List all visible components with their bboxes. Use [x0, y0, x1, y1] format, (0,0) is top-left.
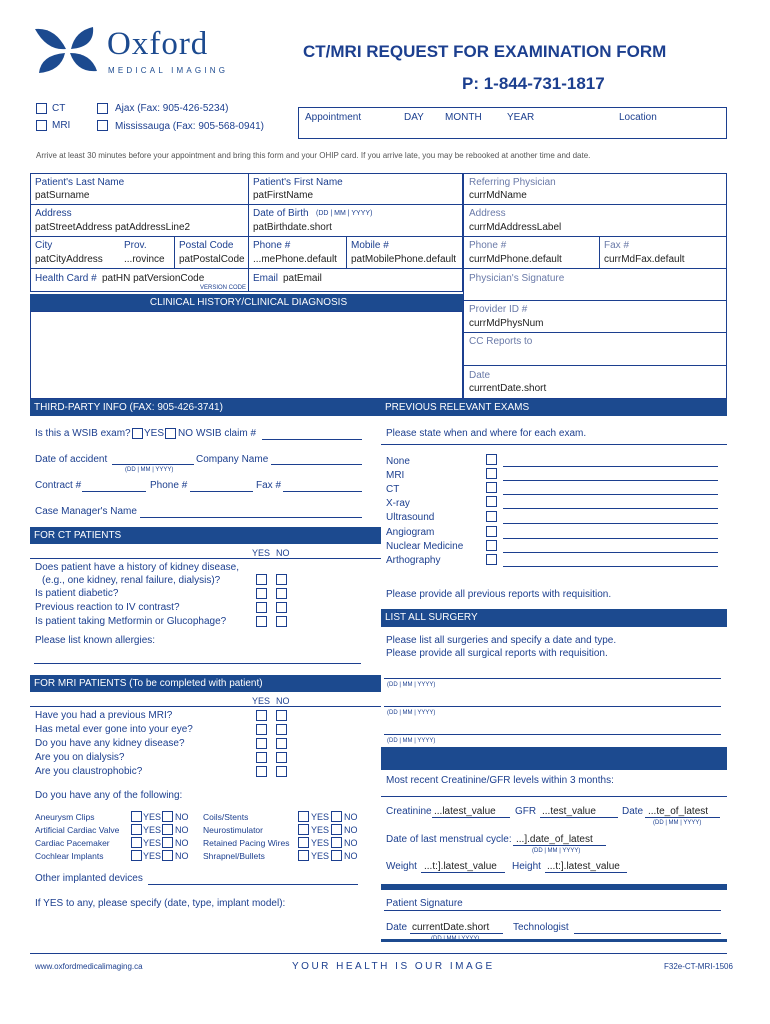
exam-ultrasound-checkbox[interactable]	[486, 511, 497, 522]
wsib-yes-checkbox[interactable]	[132, 428, 143, 439]
exam-ultrasound: Ultrasound	[386, 512, 435, 523]
ct-no-header: NO	[276, 548, 290, 558]
mri-q3-yes-checkbox[interactable]	[256, 738, 267, 749]
company-name-line[interactable]	[271, 464, 362, 465]
md-date-label: Date	[469, 370, 491, 381]
postal-label: Postal Code	[179, 240, 234, 251]
surgery-line1: Please list all surgeries and specify a date and type.	[386, 635, 617, 646]
technologist-line[interactable]	[574, 933, 721, 934]
weight-value[interactable]: ...t:].latest_value	[424, 861, 497, 872]
mri-label: MRI	[52, 120, 71, 131]
implant-r1-no[interactable]	[331, 811, 342, 822]
no-label: NO	[175, 812, 189, 822]
allergies-label: Please list known allergies:	[35, 635, 156, 646]
accident-date-line[interactable]	[112, 464, 194, 465]
specify-label: If YES to any, please specify (date, type, implant model):	[35, 898, 286, 909]
ct-q2-no-checkbox[interactable]	[276, 588, 287, 599]
ct-yes-header: YES	[252, 548, 271, 558]
yes-label: YES	[311, 812, 330, 822]
implant-left-4: Cochlear Implants	[35, 851, 104, 861]
creatinine-value[interactable]: ...latest_value	[434, 806, 496, 817]
implant-l1-yes[interactable]	[131, 811, 142, 822]
ct-q4-no-checkbox[interactable]	[276, 616, 287, 627]
ct-checkbox[interactable]	[36, 103, 47, 114]
exam-xray-checkbox[interactable]	[486, 496, 497, 507]
mri-yesno-rule	[30, 706, 381, 707]
lab-date-value[interactable]: ...te_of_latest	[648, 806, 709, 817]
md-fax-value[interactable]: currMdFax.default	[604, 254, 685, 265]
divider	[463, 236, 727, 237]
mri-q2: Has metal ever gone into your eye?	[35, 724, 193, 735]
exam-nuclear: Nuclear Medicine	[386, 541, 464, 552]
no-label: NO	[175, 838, 189, 848]
no-label: NO	[344, 812, 358, 822]
version-code-label: VERSION CODE	[200, 285, 247, 291]
cc-reports-label: CC Reports to	[469, 336, 533, 347]
divider	[599, 236, 600, 268]
mri-q5-no-checkbox[interactable]	[276, 766, 287, 777]
other-devices-label: Other implanted devices	[35, 873, 143, 884]
address-value[interactable]: patStreetAddress patAddressLine2	[35, 222, 191, 233]
case-manager-line[interactable]	[140, 517, 362, 518]
md-address-label: Address	[469, 208, 506, 219]
ct-q1b: (e.g., one kidney, renal failure, dialysis)?	[42, 575, 221, 586]
exam-line-3[interactable]	[503, 494, 718, 495]
ref-physician-label: Referring Physician	[469, 177, 556, 188]
surgery-heading	[381, 609, 727, 627]
lab-date-format: (DD | MM | YYYY)	[653, 820, 702, 826]
third-party-fax-label: Fax #	[256, 480, 282, 491]
mri-q4-no-checkbox[interactable]	[276, 752, 287, 763]
exam-xray: X-ray	[386, 498, 410, 509]
prov-label: Prov.	[124, 240, 147, 251]
divider	[463, 268, 727, 269]
company-name-label: Company Name	[196, 454, 269, 465]
patient-signature-line[interactable]	[384, 910, 721, 911]
mri-q5: Are you claustrophobic?	[35, 766, 143, 777]
divider	[30, 236, 463, 237]
wsib-claim-line[interactable]	[262, 439, 362, 440]
yes-label: YES	[311, 825, 330, 835]
md-phone-label: Phone #	[469, 240, 507, 251]
health-card-label: Health Card #	[35, 273, 97, 284]
no-label: NO	[344, 825, 358, 835]
no-label: NO	[344, 851, 358, 861]
mri-q4-yes-checkbox[interactable]	[256, 752, 267, 763]
mri-q3: Do you have any kidney disease?	[35, 738, 185, 749]
postal-value[interactable]: patPostalCode	[179, 254, 245, 265]
sig-date-label: Date	[386, 922, 408, 933]
ct-q4-yes-checkbox[interactable]	[256, 616, 267, 627]
signature-band-bottom	[381, 939, 727, 942]
divider	[248, 173, 249, 292]
height-value[interactable]: ...t:].latest_value	[547, 861, 620, 872]
phone-value[interactable]: ...mePhone.default	[253, 254, 337, 265]
sig-date-line[interactable]	[410, 933, 503, 934]
yes-label: YES	[143, 812, 162, 822]
yes-label: YES	[311, 851, 330, 861]
weight-line[interactable]	[421, 872, 505, 873]
mri-q2-yes-checkbox[interactable]	[256, 724, 267, 735]
brand-sub: MEDICAL IMAGING	[108, 66, 229, 75]
mri-q5-yes-checkbox[interactable]	[256, 766, 267, 777]
lmp-value[interactable]: ...].date_of_latest	[516, 834, 593, 845]
creatinine-label: Creatinine	[386, 806, 432, 817]
implant-r4-no[interactable]	[331, 850, 342, 861]
allergies-line[interactable]	[34, 663, 361, 664]
first-name-value[interactable]: patFirstName	[253, 190, 314, 201]
previous-heading-text: PREVIOUS RELEVANT EXAMS	[385, 402, 530, 413]
creatinine-line[interactable]	[432, 817, 510, 818]
surgery-line2: Please provide all surgical reports with requisition.	[386, 648, 608, 659]
previous-rule	[381, 444, 727, 445]
sig-date-value[interactable]: currentDate.short	[412, 922, 490, 933]
any-following-label: Do you have any of the following:	[35, 790, 183, 801]
exam-angiogram: Angiogram	[386, 527, 435, 538]
implant-left-1: Aneurysm Clips	[35, 812, 95, 822]
height-line[interactable]	[545, 872, 627, 873]
exam-ct-checkbox[interactable]	[486, 482, 497, 493]
divider	[174, 236, 175, 268]
wsib-question: Is this a WSIB exam?	[35, 428, 131, 439]
appointment-year: YEAR	[507, 112, 535, 123]
mri-q1-yes-checkbox[interactable]	[256, 710, 267, 721]
surgery-band-bottom	[381, 747, 727, 770]
contract-label: Contract #	[35, 480, 82, 491]
lab-date-line[interactable]	[645, 817, 720, 818]
implant-l2-no[interactable]	[162, 824, 173, 835]
ct-q3-no-checkbox[interactable]	[276, 602, 287, 613]
divider	[463, 332, 727, 333]
oxford-logo-icon	[33, 25, 103, 77]
exam-line-5[interactable]	[503, 523, 718, 524]
divider	[346, 236, 347, 268]
accident-date-label: Date of accident	[35, 454, 108, 465]
implant-left-3: Cardiac Pacemaker	[35, 838, 110, 848]
previous-state: Please state when and where for each exam.	[386, 428, 587, 439]
city-value[interactable]: patCityAddress	[35, 254, 103, 265]
brand-name: Oxford	[107, 26, 209, 62]
lmp-label: Date of last menstrual cycle:	[386, 834, 512, 845]
mri-q4: Are you on dialysis?	[35, 752, 125, 763]
third-party-heading	[30, 399, 381, 416]
last-name-label: Patient's Last Name	[35, 177, 125, 188]
md-address-value[interactable]: currMdAddressLabel	[469, 222, 562, 233]
technologist-label: Technologist	[513, 922, 569, 933]
third-party-phone-label: Phone #	[150, 480, 188, 491]
surgery-entry-3[interactable]	[384, 734, 721, 735]
exam-ct: CT	[386, 484, 400, 495]
ct-q4: Is patient taking Metformin or Glucophage?	[35, 616, 227, 627]
surgery-entry-1[interactable]	[384, 678, 721, 679]
mississauga-label: Mississauga (Fax: 905-568-0941)	[115, 121, 264, 132]
implant-r4-yes[interactable]	[298, 850, 309, 861]
other-devices-line[interactable]	[148, 884, 358, 885]
appointment-location: Location	[619, 112, 657, 123]
first-name-label: Patient's First Name	[253, 177, 343, 188]
lab-date-label: Date	[622, 806, 644, 817]
mri-q3-no-checkbox[interactable]	[276, 738, 287, 749]
ajax-label: Ajax (Fax: 905-426-5234)	[115, 103, 229, 114]
last-name-value[interactable]: patSurname	[35, 190, 90, 201]
exam-line-7[interactable]	[503, 552, 718, 553]
mri-no-header: NO	[276, 696, 290, 706]
mississauga-checkbox[interactable]	[97, 120, 108, 131]
third-party-heading-text: THIRD-PARTY INFO (FAX: 905-426-3741)	[34, 402, 223, 413]
divider	[30, 204, 463, 205]
exam-line-4[interactable]	[503, 508, 718, 509]
surgery-fmt-3: (DD | MM | YYYY)	[387, 738, 436, 744]
divider	[463, 365, 727, 366]
ct-q3-yes-checkbox[interactable]	[256, 602, 267, 613]
ct-q3: Previous reaction to IV contrast?	[35, 602, 180, 613]
yes-label: YES	[143, 825, 162, 835]
ct-q1-no-checkbox[interactable]	[276, 574, 287, 585]
exam-angiogram-checkbox[interactable]	[486, 526, 497, 537]
dob-format: (DD | MM | YYYY)	[316, 210, 373, 217]
gfr-line[interactable]	[540, 817, 618, 818]
implant-r1-yes[interactable]	[298, 811, 309, 822]
implant-right-1: Coils/Stents	[203, 812, 249, 822]
phone-label: Phone #	[253, 240, 291, 251]
dob-label: Date of Birth	[253, 208, 309, 219]
appointment-day: DAY	[404, 112, 424, 123]
patient-signature-label: Patient Signature	[386, 898, 463, 909]
exam-mri-checkbox[interactable]	[486, 468, 497, 479]
exam-line-1[interactable]	[503, 466, 718, 467]
implant-l2-yes[interactable]	[131, 824, 142, 835]
ref-physician-value[interactable]: currMdName	[469, 190, 527, 201]
implant-l3-yes[interactable]	[131, 837, 142, 848]
surgery-entry-2[interactable]	[384, 706, 721, 707]
dob-value[interactable]: patBirthdate.short	[253, 222, 332, 233]
ct-label: CT	[52, 103, 66, 114]
footer-tagline: YOUR HEALTH IS OUR IMAGE	[292, 961, 495, 972]
exam-none: None	[386, 456, 410, 467]
clinical-heading-text: CLINICAL HISTORY/CLINICAL DIAGNOSIS	[149, 297, 348, 308]
appointment-label: Appointment	[305, 112, 362, 123]
exam-line-8[interactable]	[503, 566, 718, 567]
implant-l4-yes[interactable]	[131, 850, 142, 861]
exam-line-2[interactable]	[503, 480, 718, 481]
clinical-history-field[interactable]	[30, 311, 463, 399]
implant-r3-yes[interactable]	[298, 837, 309, 848]
previous-heading	[381, 399, 727, 416]
implant-left-2: Artificial Cardiac Valve	[35, 825, 120, 835]
implant-right-3: Retained Pacing Wires	[203, 838, 290, 848]
surgery-fmt-1: (DD | MM | YYYY)	[387, 682, 436, 688]
divider	[463, 300, 727, 301]
no-label: NO	[175, 851, 189, 861]
third-party-phone-line[interactable]	[190, 491, 253, 492]
city-label: City	[35, 240, 53, 251]
exam-none-checkbox[interactable]	[486, 454, 497, 465]
ct-q1a: Does patient have a history of kidney disease,	[35, 562, 240, 573]
implant-right-2: Neurostimulator	[203, 825, 263, 835]
provider-id-value[interactable]: currMdPhysNum	[469, 318, 544, 329]
footer-form-code: F32e-CT-MRI-1506	[664, 962, 733, 971]
ct-q1-yes-checkbox[interactable]	[256, 574, 267, 585]
email-label: Email	[253, 273, 279, 284]
wsib-claim-label: WSIB claim #	[196, 428, 257, 439]
exam-line-6[interactable]	[503, 538, 718, 539]
ajax-checkbox[interactable]	[97, 103, 108, 114]
implant-l4-no[interactable]	[162, 850, 173, 861]
clinical-heading	[30, 294, 463, 311]
exam-arthography: Arthography	[386, 555, 441, 566]
ct-heading-text: FOR CT PATIENTS	[34, 530, 122, 541]
ct-q2: Is patient diabetic?	[35, 588, 119, 599]
mri-yes-header: YES	[252, 696, 271, 706]
footer-website[interactable]: www.oxfordmedicalimaging.ca	[35, 962, 143, 971]
divider	[30, 268, 463, 269]
mobile-label: Mobile #	[351, 240, 389, 251]
exam-arthography-checkbox[interactable]	[486, 554, 497, 565]
implant-r3-no[interactable]	[331, 837, 342, 848]
address-label: Address	[35, 208, 72, 219]
md-signature-label: Physician's Signature	[469, 273, 565, 284]
implant-l1-no[interactable]	[162, 811, 173, 822]
implant-l3-no[interactable]	[162, 837, 173, 848]
md-date-value[interactable]: currentDate.short	[469, 383, 547, 394]
arrival-notice: Arrive at least 30 minutes before your appointment and bring this form and your OHIP card. If you arrive late, you may be rebooked at another time and date.	[36, 151, 591, 160]
mri-heading-text: FOR MRI PATIENTS (To be completed with patient)	[34, 678, 263, 689]
yes-label: YES	[143, 851, 162, 861]
contract-line[interactable]	[82, 491, 146, 492]
footer-rule	[30, 953, 727, 954]
gfr-value[interactable]: ...test_value	[542, 806, 596, 817]
mri-q1-no-checkbox[interactable]	[276, 710, 287, 721]
implant-right-4: Shrapnel/Bullets	[203, 851, 265, 861]
no-label: NO	[344, 838, 358, 848]
labs-heading: Most recent Creatinine/GFR levels within 3 months:	[386, 775, 614, 786]
md-phone-value[interactable]: currMdPhone.default	[469, 254, 562, 265]
appointment-month: MONTH	[445, 112, 482, 123]
mri-q2-no-checkbox[interactable]	[276, 724, 287, 735]
yes-label: YES	[143, 838, 162, 848]
third-party-fax-line[interactable]	[283, 491, 362, 492]
accident-date-format: (DD | MM | YYYY)	[125, 467, 174, 473]
health-card-value[interactable]: patHN patVersionCode	[102, 273, 205, 284]
mri-checkbox[interactable]	[36, 120, 47, 131]
phone-number: P: 1-844-731-1817	[462, 74, 605, 93]
wsib-no-label: NO	[178, 428, 193, 439]
ct-heading	[30, 527, 381, 544]
mri-heading	[30, 675, 381, 692]
divider	[463, 204, 727, 205]
ct-yesno-rule	[30, 558, 381, 559]
gfr-label: GFR	[515, 806, 537, 817]
form-title: CT/MRI REQUEST FOR EXAMINATION FORM	[303, 42, 667, 61]
case-manager-label: Case Manager's Name	[35, 506, 137, 517]
surgery-heading-text: LIST ALL SURGERY	[385, 612, 478, 623]
surgery-fmt-2: (DD | MM | YYYY)	[387, 710, 436, 716]
previous-provide: Please provide all previous reports with requisition.	[386, 589, 612, 600]
email-value[interactable]: patEmail	[283, 273, 322, 284]
wsib-yes-label: YES	[144, 428, 165, 439]
weight-label: Weight	[386, 861, 417, 872]
exam-mri: MRI	[386, 470, 405, 481]
mobile-value[interactable]: patMobilePhone.default	[351, 254, 457, 265]
lmp-line[interactable]	[513, 845, 606, 846]
mri-q1: Have you had a previous MRI?	[35, 710, 173, 721]
wsib-no-checkbox[interactable]	[165, 428, 176, 439]
labs-rule	[381, 796, 727, 797]
signature-band-top	[381, 884, 727, 890]
no-label: NO	[175, 825, 189, 835]
implant-r2-yes[interactable]	[298, 824, 309, 835]
yes-label: YES	[311, 838, 330, 848]
provider-id-label: Provider ID #	[469, 304, 528, 315]
prov-value[interactable]: ...rovince	[124, 254, 165, 265]
lmp-format: (DD | MM | YYYY)	[532, 848, 581, 854]
ct-q2-yes-checkbox[interactable]	[256, 588, 267, 599]
implant-r2-no[interactable]	[331, 824, 342, 835]
height-label: Height	[512, 861, 541, 872]
md-fax-label: Fax #	[604, 240, 630, 251]
exam-nuclear-checkbox[interactable]	[486, 540, 497, 551]
